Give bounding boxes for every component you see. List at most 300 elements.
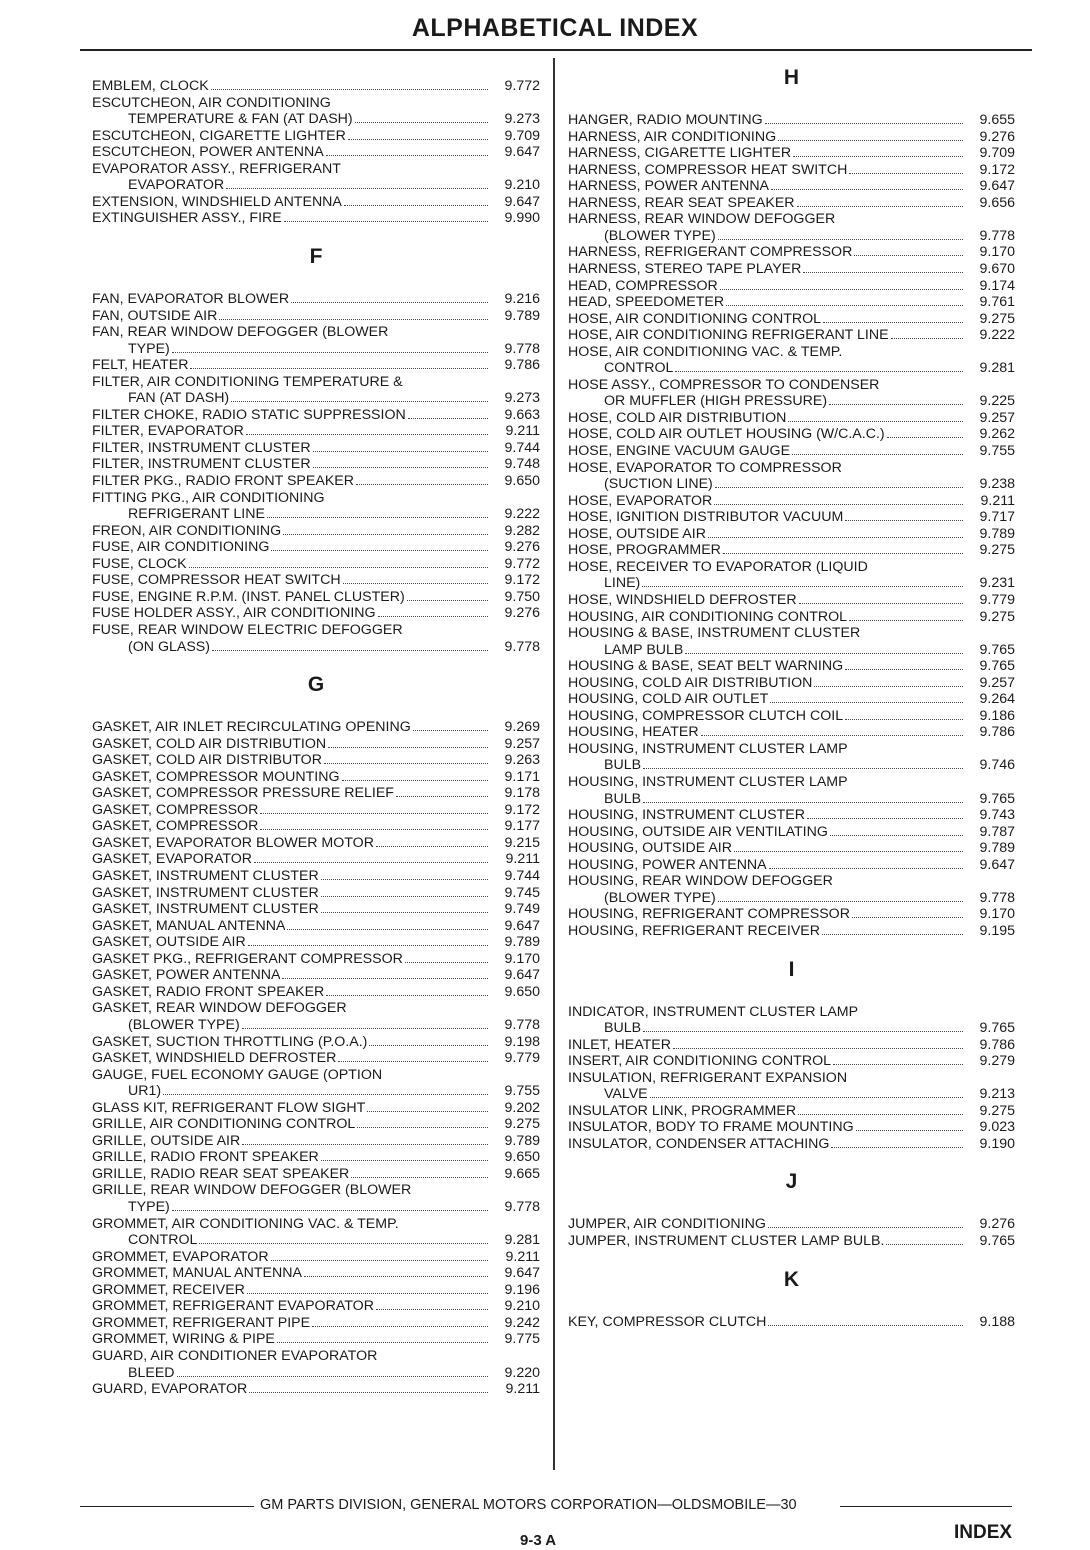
index-entry	[568, 162, 1015, 178]
dot-leader	[260, 829, 488, 830]
index-entry-text: FUSE, CLOCK	[92, 555, 187, 572]
page-reference: 9.786	[979, 724, 1015, 741]
index-entry	[92, 719, 540, 735]
dot-leader	[199, 1243, 488, 1244]
index-entry-text: INSULATION, REFRIGERANT EXPANSION	[568, 1069, 848, 1086]
index-entry-text: FAN, REAR WINDOW DEFOGGER (BLOWER	[92, 324, 389, 341]
dot-leader	[831, 1147, 963, 1148]
index-entry-text: GROMMET, REFRIGERANT EVAPORATOR	[92, 1298, 374, 1315]
index-entry	[92, 785, 540, 801]
dot-leader	[807, 818, 963, 819]
index-entry-text: HOSE ASSY., COMPRESSOR TO CONDENSER	[568, 376, 880, 393]
index-entry	[92, 440, 540, 456]
index-entry	[568, 426, 1015, 442]
dot-leader	[355, 122, 488, 123]
page-reference: 9.273	[504, 390, 540, 407]
index-entry	[568, 112, 1015, 128]
dot-leader	[886, 1244, 963, 1245]
index-entry-text: HEAD, SPEEDOMETER	[568, 294, 725, 311]
index-entry	[92, 1315, 540, 1331]
index-entry-text: GASKET, REAR WINDOW DEFOGGER	[92, 1000, 347, 1017]
index-entry-text: (SUCTION LINE)	[604, 476, 713, 493]
index-entry	[92, 1282, 540, 1298]
page-reference: 9.170	[504, 950, 540, 967]
index-entry-text: CONTROL	[128, 1232, 198, 1249]
page-reference: 9.765	[979, 1233, 1015, 1249]
page-reference: 9.275	[979, 542, 1015, 559]
index-entry	[92, 1000, 540, 1016]
index-entry	[92, 589, 540, 605]
page-reference: 9.211	[505, 423, 540, 440]
index-entry-text: EVAPORATOR	[128, 177, 225, 194]
index-entry-text: INLET, HEATER	[568, 1036, 672, 1053]
dot-leader	[715, 487, 963, 488]
dot-leader	[768, 1227, 963, 1228]
page-reference: 9.172	[979, 161, 1015, 178]
index-entry-text: BULB	[604, 757, 642, 774]
index-entry-text: HARNESS, AIR CONDITIONING	[568, 128, 777, 145]
index-entry	[568, 278, 1015, 294]
index-entry-text: HOSE, AIR CONDITIONING REFRIGERANT LINE	[568, 327, 889, 344]
page-reference: 9.238	[979, 476, 1015, 493]
dot-leader	[723, 553, 963, 554]
dot-leader	[830, 835, 963, 836]
page-reference: 9.242	[504, 1314, 540, 1331]
index-entry-text: FILTER PKG., RADIO FRONT SPEAKER	[92, 473, 354, 489]
index-entry-text: HOUSING, POWER ANTENNA	[568, 856, 767, 873]
page-reference: 9.186	[979, 707, 1015, 724]
dot-leader	[643, 802, 963, 803]
page-reference: 9.222	[504, 506, 540, 523]
index-entry	[568, 1086, 1015, 1102]
index-entry	[92, 1166, 540, 1182]
page-reference: 9.709	[504, 127, 540, 144]
index-entry-text: HOUSING, COLD AIR OUTLET	[568, 691, 769, 708]
index-entry-text: HOSE, WINDSHIELD DEFROSTER	[568, 591, 797, 608]
page-reference: 9.746	[979, 757, 1015, 774]
index-entry	[92, 802, 540, 818]
index-entry	[568, 509, 1015, 525]
index-entry	[92, 473, 540, 489]
index-entry	[568, 691, 1015, 707]
index-entry	[568, 542, 1015, 558]
index-entry-text: HOUSING, INSTRUMENT CLUSTER LAMP	[568, 774, 848, 790]
column-divider	[553, 58, 555, 1470]
index-entry	[92, 291, 540, 307]
index-entry	[92, 572, 540, 588]
index-entry	[92, 885, 540, 901]
index-entry	[568, 1037, 1015, 1053]
index-entry	[568, 1103, 1015, 1119]
index-entry-text: FILTER, INSTRUMENT CLUSTER	[92, 439, 311, 456]
section-letter-heading: H	[783, 66, 800, 89]
page-reference: 9.170	[979, 244, 1015, 261]
index-entry-text: LINE)	[604, 575, 641, 592]
index-entry-text: BLEED	[128, 1364, 175, 1381]
dot-leader	[246, 434, 488, 435]
page-reference: 9.744	[504, 439, 540, 456]
dot-leader	[357, 1127, 488, 1128]
page-title: ALPHABETICAL INDEX	[411, 14, 699, 42]
section-letter-heading: F	[309, 244, 323, 268]
index-entry-text: HOSE, PROGRAMMER	[568, 542, 721, 559]
dot-leader	[643, 1031, 963, 1032]
index-entry	[92, 1331, 540, 1347]
index-entry-text: ESCUTCHEON, AIR CONDITIONING	[92, 94, 331, 111]
dot-leader	[172, 352, 488, 353]
index-entry	[568, 741, 1015, 757]
page-reference: 9.276	[504, 605, 540, 622]
index-entry	[92, 490, 540, 506]
index-entry-text: INDICATOR, INSTRUMENT CLUSTER LAMP	[568, 1003, 859, 1020]
dot-leader	[852, 917, 963, 918]
index-entry	[568, 443, 1015, 459]
index-entry-text: (ON GLASS)	[128, 638, 210, 655]
page-reference: 9.647	[504, 1265, 540, 1282]
page-reference: 9.275	[979, 1102, 1015, 1119]
index-entry-text: FAN (AT DASH)	[128, 390, 230, 407]
page-reference: 9.172	[504, 572, 540, 589]
index-entry-text: (BLOWER TYPE)	[128, 1016, 240, 1033]
index-entry-text: BULB	[604, 1020, 642, 1037]
page-reference: 9.269	[504, 719, 540, 736]
page-reference: 9.789	[504, 307, 540, 324]
index-entry	[568, 642, 1015, 658]
page-reference: 9.772	[504, 78, 540, 94]
page-reference: 9.765	[979, 658, 1015, 675]
index-entry	[92, 1034, 540, 1050]
title-rule	[80, 49, 1032, 51]
index-entry-text: HARNESS, STEREO TAPE PLAYER	[568, 260, 802, 277]
index-entry	[568, 1020, 1015, 1036]
index-entry-text: GROMMET, REFRIGERANT PIPE	[92, 1314, 311, 1331]
dot-leader	[376, 1309, 488, 1310]
index-entry	[568, 873, 1015, 889]
dot-leader	[277, 1342, 488, 1343]
dot-leader	[348, 139, 488, 140]
index-entry-text: HARNESS, REFRIGERANT COMPRESSOR	[568, 244, 853, 261]
dot-leader	[242, 1144, 488, 1145]
index-entry-text: TYPE)	[128, 340, 170, 357]
index-entry	[568, 410, 1015, 426]
dot-leader	[788, 421, 963, 422]
index-entry	[568, 724, 1015, 740]
dot-leader	[283, 534, 488, 535]
page-reference: 9.755	[504, 1083, 540, 1100]
index-entry-text: TYPE)	[128, 1199, 170, 1215]
page-reference: 9.670	[979, 260, 1015, 277]
index-entry-text: GASKET, POWER ANTENNA	[92, 967, 281, 984]
page-reference: 9.222	[979, 327, 1015, 344]
index-entry-text: GUARD, EVAPORATOR	[92, 1381, 248, 1398]
dot-leader	[313, 451, 488, 452]
dot-leader	[673, 1048, 963, 1049]
index-entry	[568, 460, 1015, 476]
index-entry	[92, 390, 540, 406]
index-entry-text: (BLOWER TYPE)	[604, 889, 716, 906]
dot-leader	[313, 467, 488, 468]
dot-leader	[271, 550, 488, 551]
dot-leader	[367, 1111, 488, 1112]
index-entry-text: FAN, OUTSIDE AIR	[92, 307, 218, 324]
index-entry	[92, 194, 540, 210]
index-entry	[92, 1149, 540, 1165]
page-reference: 9.213	[979, 1086, 1015, 1103]
page-reference: 9.778	[504, 340, 540, 357]
page-reference: 9.755	[979, 443, 1015, 459]
dot-leader	[260, 813, 488, 814]
index-entry-text: ESCUTCHEON, POWER ANTENNA	[92, 144, 324, 161]
page-reference: 9.202	[504, 1099, 540, 1116]
index-entry	[568, 178, 1015, 194]
page-reference: 9.750	[504, 588, 540, 605]
page-reference: 9.177	[504, 818, 540, 835]
index-entry	[92, 161, 540, 177]
index-entry	[568, 708, 1015, 724]
index-entry	[92, 984, 540, 1000]
index-entry	[92, 1298, 540, 1314]
page-reference: 9.023	[979, 1119, 1015, 1136]
index-entry	[92, 128, 540, 144]
index-entry	[92, 95, 540, 111]
dot-leader	[342, 780, 488, 781]
dot-leader	[822, 934, 963, 935]
dot-leader	[650, 1097, 963, 1098]
index-entry	[92, 111, 540, 127]
dot-leader	[226, 188, 488, 189]
index-entry	[568, 228, 1015, 244]
index-entry-text: BULB	[604, 790, 642, 807]
index-entry	[568, 609, 1015, 625]
page-reference: 9.257	[504, 735, 540, 752]
index-entry-text: HOSE, EVAPORATOR TO COMPRESSOR	[568, 459, 842, 476]
index-entry	[568, 244, 1015, 260]
dot-leader	[321, 896, 488, 897]
page-reference: 9.215	[504, 834, 540, 851]
page-reference: 9.225	[979, 393, 1015, 410]
index-entry-text: GROMMET, EVAPORATOR	[92, 1248, 269, 1265]
page-reference: 9.264	[979, 691, 1015, 708]
index-entry-text: KEY, COMPRESSOR CLUTCH	[568, 1313, 767, 1330]
dot-leader	[714, 504, 963, 505]
section-letter-heading: K	[783, 1267, 800, 1291]
page-reference: 9.789	[504, 1132, 540, 1149]
dot-leader	[408, 418, 488, 419]
dot-leader	[291, 302, 488, 303]
page-reference: 9.198	[504, 1033, 540, 1050]
dot-leader	[845, 520, 963, 521]
index-entry	[92, 308, 540, 324]
dot-leader	[378, 616, 488, 617]
page-reference: 9.211	[505, 1248, 540, 1265]
index-entry	[92, 210, 540, 226]
page-reference: 9.779	[979, 591, 1015, 608]
page-reference: 9.772	[504, 555, 540, 572]
index-entry	[92, 1348, 540, 1364]
index-entry	[92, 901, 540, 917]
index-entry-text: OR MUFFLER (HIGH PRESSURE)	[604, 393, 828, 410]
index-entry	[568, 311, 1015, 327]
dot-leader	[643, 768, 963, 769]
dot-leader	[768, 1325, 963, 1326]
index-entry-text: FUSE HOLDER ASSY., AIR CONDITIONING	[92, 605, 376, 622]
index-entry	[568, 890, 1015, 906]
index-entry	[92, 752, 540, 768]
index-entry	[568, 559, 1015, 575]
index-entry-text: GRILLE, AIR CONDITIONING CONTROL	[92, 1116, 356, 1133]
dot-leader	[793, 156, 963, 157]
dot-leader	[312, 1326, 488, 1327]
index-entry	[92, 1381, 540, 1397]
index-entry-text: FILTER, INSTRUMENT CLUSTER	[92, 456, 311, 473]
index-entry-text: ESCUTCHEON, CIGARETTE LIGHTER	[92, 127, 346, 144]
index-entry-text: JUMPER, INSTRUMENT CLUSTER LAMP BULB.	[568, 1233, 885, 1249]
index-entry	[92, 523, 540, 539]
index-entry	[92, 639, 540, 655]
page-reference: 9.786	[979, 1036, 1015, 1053]
index-entry-text: INSERT, AIR CONDITIONING CONTROL	[568, 1053, 832, 1070]
index-entry	[568, 327, 1015, 343]
dot-leader	[675, 371, 963, 372]
dot-leader	[701, 735, 963, 736]
index-entry-text: HOSE, EVAPORATOR	[568, 492, 713, 509]
index-entry-text: VALVE	[604, 1086, 648, 1103]
dot-leader	[845, 669, 963, 670]
index-entry-text: HOUSING, OUTSIDE AIR VENTILATING	[568, 823, 828, 840]
dot-leader	[344, 205, 488, 206]
index-entry-text: GASKET, AIR INLET RECIRCULATING OPENING	[92, 719, 411, 736]
dot-leader	[267, 517, 488, 518]
index-entry	[568, 526, 1015, 542]
index-entry	[92, 407, 540, 423]
index-entry	[92, 868, 540, 884]
index-entry	[568, 774, 1015, 790]
page-reference: 9.748	[504, 456, 540, 473]
index-entry	[568, 476, 1015, 492]
index-entry-text: GASKET, COMPRESSOR	[92, 818, 259, 835]
index-entry-text: HARNESS, REAR WINDOW DEFOGGER	[568, 211, 836, 228]
page-reference: 9.647	[504, 967, 540, 984]
index-entry-text: EXTENSION, WINDSHIELD ANTENNA	[92, 193, 342, 210]
page-reference: 9.765	[979, 790, 1015, 807]
index-entry	[92, 556, 540, 572]
index-entry-text: GASKET, OUTSIDE AIR	[92, 934, 246, 951]
index-entry-text: GASKET, SUCTION THROTTLING (P.O.A.)	[92, 1033, 368, 1050]
index-entry	[92, 144, 540, 160]
index-entry-text: HOSE, AIR CONDITIONING VAC. & TEMP.	[568, 343, 843, 360]
dot-leader	[190, 368, 488, 369]
dot-leader	[271, 1260, 488, 1261]
index-entry-text: GROMMET, AIR CONDITIONING VAC. & TEMP.	[92, 1215, 399, 1232]
index-entry-text: FILTER, AIR CONDITIONING TEMPERATURE &	[92, 373, 403, 390]
dot-leader	[856, 1130, 963, 1131]
index-entry-text: HOSE, ENGINE VACUUM GAUGE	[568, 443, 791, 459]
index-entry-text: INSULATOR, CONDENSER ATTACHING	[568, 1135, 830, 1152]
dot-leader	[369, 1045, 488, 1046]
index-entry	[568, 493, 1015, 509]
page-number: 9-3 A	[520, 1532, 557, 1549]
index-entry-text: HOUSING, REFRIGERANT COMPRESSOR	[568, 906, 850, 923]
index-entry-text: GROMMET, MANUAL ANTENNA	[92, 1265, 302, 1282]
page-reference: 9.281	[979, 360, 1015, 377]
index-entry-text: GASKET, COMPRESSOR PRESSURE RELIEF	[92, 785, 394, 802]
index-entry	[92, 1216, 540, 1232]
dot-leader	[407, 600, 488, 601]
dot-leader	[769, 868, 963, 869]
page-reference: 9.650	[504, 1149, 540, 1166]
page-reference: 9.665	[504, 1165, 540, 1182]
index-entry-text: GASKET, RADIO FRONT SPEAKER	[92, 983, 325, 1000]
page-reference: 9.279	[979, 1053, 1015, 1070]
page-reference: 9.210	[504, 177, 540, 194]
index-entry-text: FILTER, EVAPORATOR	[92, 423, 244, 440]
dot-leader	[829, 404, 963, 405]
index-entry-text: CONTROL	[604, 360, 674, 377]
index-entry-text: HARNESS, POWER ANTENNA	[568, 178, 770, 195]
index-entry-text: FAN, EVAPORATOR BLOWER	[92, 290, 290, 307]
index-entry	[92, 605, 540, 621]
index-entry-text: FUSE, COMPRESSOR HEAT SWITCH	[92, 572, 341, 589]
index-entry-text: INSULATOR LINK, PROGRAMMER	[568, 1102, 797, 1119]
dot-leader	[219, 319, 488, 320]
index-entry-text: GASKET, COLD AIR DISTRIBUTION	[92, 735, 327, 752]
index-entry-text: HOUSING, AIR CONDITIONING CONTROL	[568, 608, 848, 625]
index-entry-text: GUARD, AIR CONDITIONER EVAPORATOR	[92, 1347, 378, 1364]
index-entry	[92, 177, 540, 193]
index-entry-text: GRILLE, OUTSIDE AIR	[92, 1132, 241, 1149]
page-reference: 9.778	[504, 1016, 540, 1033]
footer-publisher: GM PARTS DIVISION, GENERAL MOTORS CORPORATION—OLDSMOBILE—30	[260, 1497, 797, 1513]
index-entry	[568, 1136, 1015, 1152]
index-entry	[568, 923, 1015, 939]
index-entry	[92, 967, 540, 983]
index-entry-text: GASKET PKG., REFRIGERANT COMPRESSOR	[92, 950, 403, 967]
index-entry	[92, 341, 540, 357]
index-entry	[92, 934, 540, 950]
index-entry-text: GASKET, EVAPORATOR	[92, 851, 253, 868]
page-reference: 9.178	[504, 785, 540, 802]
index-entry-text: FILTER CHOKE, RADIO STATIC SUPPRESSION	[92, 406, 406, 423]
page-reference: 9.709	[979, 145, 1015, 162]
index-entry-text: HOUSING, COMPRESSOR CLUTCH COIL	[568, 707, 844, 724]
index-entry	[92, 423, 540, 439]
index-entry-text: HOUSING & BASE, SEAT BELT WARNING	[568, 658, 844, 675]
page-reference: 9.650	[504, 983, 540, 1000]
index-entry-text: GASKET, INSTRUMENT CLUSTER	[92, 868, 319, 884]
page-reference: 9.778	[979, 889, 1015, 906]
index-entry	[568, 195, 1015, 211]
dot-leader	[718, 901, 963, 902]
index-entry-text: HARNESS, REAR SEAT SPEAKER	[568, 194, 795, 211]
index-entry-text: HOSE, AIR CONDITIONING CONTROL	[568, 310, 822, 327]
index-entry	[568, 824, 1015, 840]
index-entry	[92, 1083, 540, 1099]
index-entry-text: EMBLEM, CLOCK	[92, 78, 209, 94]
index-entry-text: GROMMET, WIRING & PIPE	[92, 1331, 275, 1348]
index-entry-text: INSULATOR, BODY TO FRAME MOUNTING	[568, 1119, 854, 1136]
page-reference: 9.262	[979, 426, 1015, 443]
dot-leader	[172, 1210, 488, 1211]
index-entry-text: HEAD, COMPRESSOR	[568, 277, 718, 294]
index-entry	[568, 791, 1015, 807]
index-entry	[92, 622, 540, 638]
index-entry	[92, 1133, 540, 1149]
dot-leader	[248, 945, 488, 946]
index-entry-text: HOUSING, OUTSIDE AIR	[568, 840, 732, 857]
dot-leader	[778, 140, 963, 141]
dot-leader	[849, 173, 963, 174]
index-entry	[568, 1053, 1015, 1069]
